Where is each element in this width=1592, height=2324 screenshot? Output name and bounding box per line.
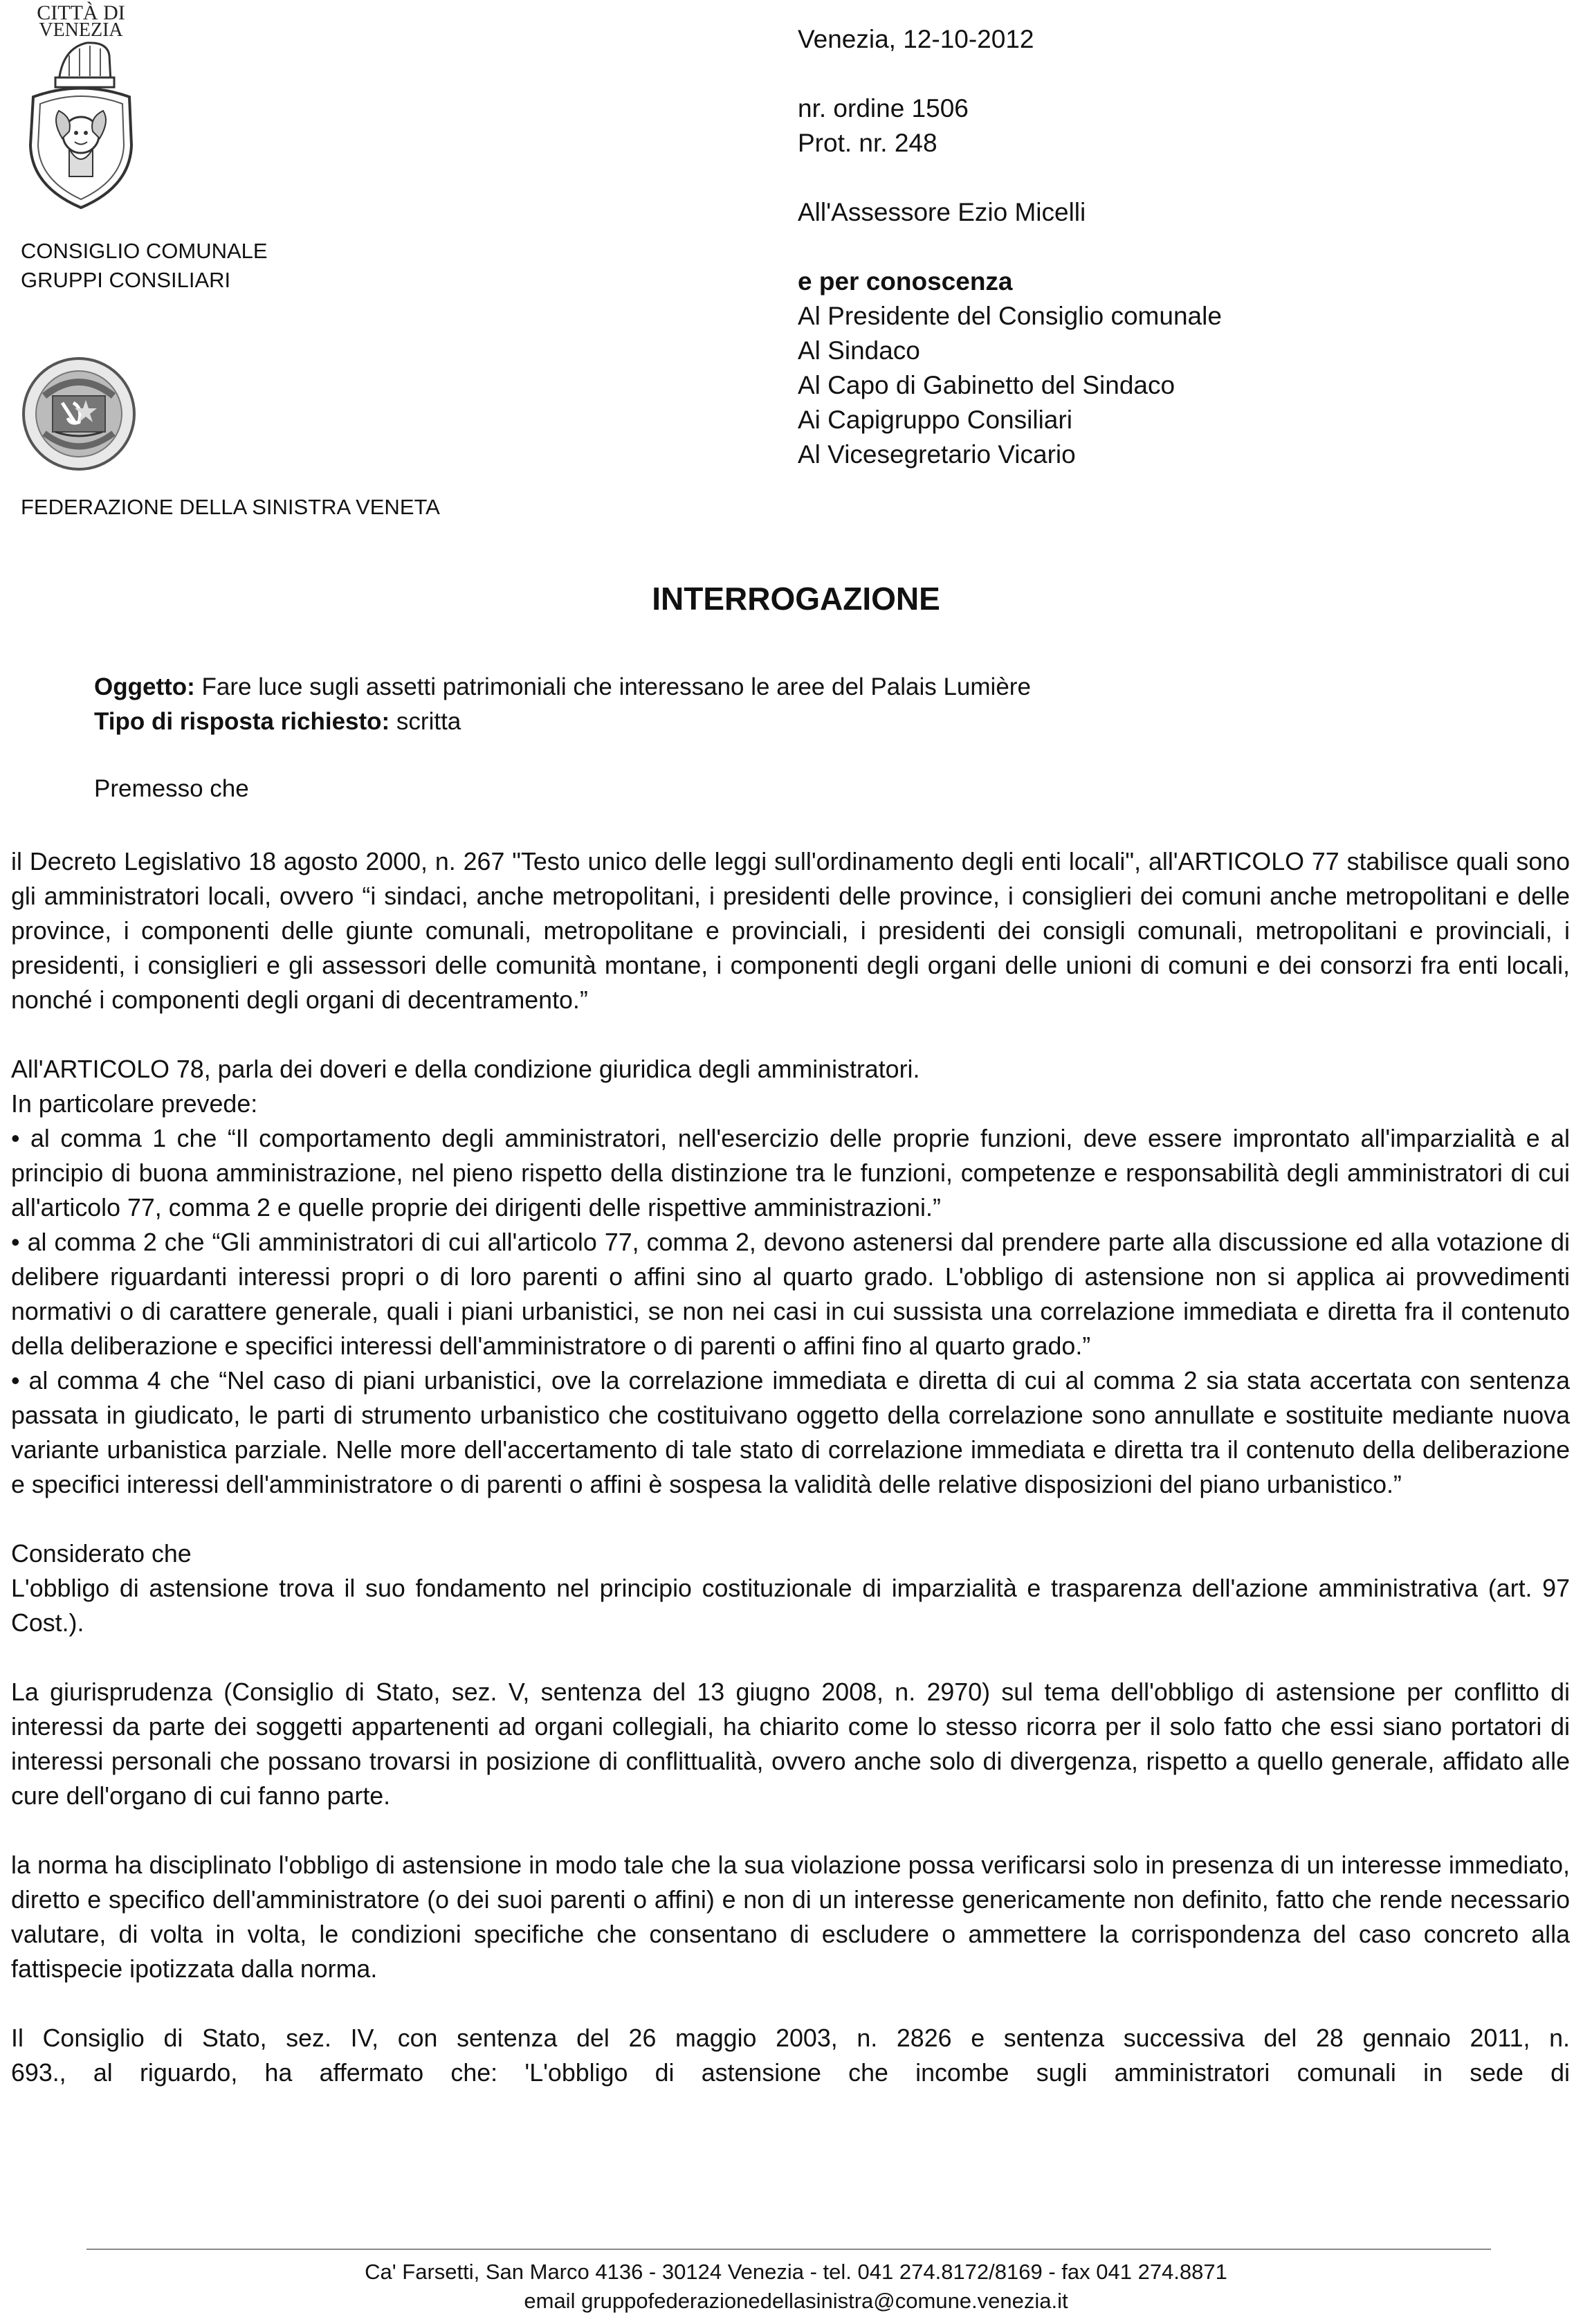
paragraph: L'obbligo di astensione trova il suo fondamento nel principio costituzionale di imparzialità e trasparenza dell'azione amministrativa (art. 97 Cost.). [11,1574,1570,1637]
document-body [11,844,1570,2090]
svg-text:CITTÀ DI: CITTÀ DI [37,1,125,24]
council-line: GRUPPI CONSILIARI [21,268,231,292]
paragraph: La giurisprudenza (Consiglio di Stato, sez. V, sentenza del 13 giugno 2008, n. 2970) sul tema dell'obbligo di astensione per conflitto di interessi da parte dei soggetti appartenenti ad organi collegiali, ha chiarito come lo stesso ricorra per il solo fatto che essi siano portatori di interessi personali che possano trovarsi in posizione di conflittualità, ovvero anche solo di divergenza, rispetto a quello generale, affidato alle cure dell'organo di cui fanno parte. [11,1678,1570,1810]
bullet-item: • al comma 2 che “Gli amministratori di cui all'articolo 77, comma 2, devono astenersi dal prendere parte alla discussione ed alla votazione di delibere riguardanti interessi propri o di loro parenti o affini sino al quarto grado. L'obbligo di astensione non si applica ai provvedimenti normativi o di carattere generale, quali i piani urbanistici, se non nei casi in cui sussista una correlazione immediata e diretta fra il contenuto della deliberazione e specifici interessi dell'amministratore o di parenti o affini fino al quarto grado.” [11,1228,1570,1360]
subject-block [94,670,1031,739]
paragraph-line: 693., al riguardo, ha affermato che: 'L'obbligo di astensione che incombe sugli amministratori comunali in sede di [11,2059,1570,2087]
cc-recipient: Al Vicesegretario Vicario [798,440,1076,469]
subject-line [94,670,1031,705]
cc-recipient: Ai Capigruppo Consiliari [798,406,1072,434]
cc-recipient: Al Capo di Gabinetto del Sindaco [798,371,1175,399]
svg-text:VENEZIA: VENEZIA [39,19,123,41]
city-of-venice-logo [21,0,142,211]
paragraph-line: All'ARTICOLO 78, parla dei doveri e della condizione giuridica degli amministratori. [11,1055,920,1083]
reply-type-label: Tipo di risposta richiesto: [94,708,390,735]
cc-recipient: Al Presidente del Consiglio comunale [798,302,1222,330]
paragraph: la norma ha disciplinato l'obbligo di astensione in modo tale che la sua violazione possa verificarsi solo in presenza di un interesse immediato, diretto e specifico dell'amministratore (o dei suoi parenti o affini) e non di un interesse genericamente non definito, fatto che rende necessario valutare, di volta in volta, le condizioni specifiche che consentano di escludere o ammettere la corrispondenza del caso concreto alla fattispecie ipotizzata dalla norma. [11,1851,1570,1983]
protocol-number: Prot. nr. 248 [798,129,937,157]
reply-type-line [94,705,1031,739]
footer-divider [86,2249,1491,2250]
premise-heading: Premesso che [94,775,249,802]
footer [0,2258,1592,2316]
paragraph: il Decreto Legislativo 18 agosto 2000, n. 267 "Testo unico delle leggi sull'ordinamento degli enti locali", all'ARTICOLO 77 stabilisce quali sono gli amministratori locali, ovvero “i sindaci, anche metropolitani, i presidenti delle province, i consiglieri dei comuni anche metropolitani e delle province, i componenti delle giunte comunali, metropolitane e provinciali, i presidenti dei consigli comunali, metropolitani e provinciali, i presidenti, i consiglieri e gli assessori delle comunità montane, i componenti degli organi delle unioni di comuni e dei consorzi fra enti locali, nonché i componenti degli organi di decentramento.” [11,848,1570,1014]
footer-address: Ca' Farsetti, San Marco 4136 - 30124 Venezia - tel. 041 274.8172/8169 - fax 041 274.8871 [365,2260,1227,2284]
reply-type-value: scritta [390,708,461,735]
footer-email: email gruppofederazionedellasinistra@comune.venezia.it [524,2289,1068,2313]
cc-heading: e per conoscenza [798,267,1013,296]
order-number: nr. ordine 1506 [798,94,969,122]
addressee-block [798,22,1222,472]
federation-name: FEDERAZIONE DELLA SINISTRA VENETA [21,495,440,519]
council-line: CONSIGLIO COMUNALE [21,239,268,263]
considered-heading: Considerato che [11,1540,192,1568]
subject-text: Fare luce sugli assetti patrimoniali che interessano le aree del Palais Lumière [194,673,1031,700]
paragraph-line: In particolare prevede: [11,1090,258,1118]
bullet-item: • al comma 4 che “Nel caso di piani urbanistici, ove la correlazione immediata e diretta di cui al comma 2 sia stata accertata con sentenza passata in giudicato, le parti di strumento urbanistico che costituivano oggetto della correlazione sono annullate e sostituite mediante nuova variante urbanistica parziale. Nelle more dell'accertamento di tale stato di correlazione immediata e diretta tra il contenuto della deliberazione e specifici interessi dell'amministratore o di parenti o affini è sospesa la validità delle relative disposizioni del piano urbanistico.” [11,1367,1570,1498]
main-recipient: All'Assessore Ezio Micelli [798,198,1086,226]
document-title: INTERROGAZIONE [652,581,940,617]
bullet-item: • al comma 1 che “Il comportamento degli amministratori, nell'esercizio delle proprie funzioni, deve essere improntato all'imparzialità e al principio di buona amministrazione, nel pieno rispetto della distinzione tra le funzioni, competenze e responsabilità degli amministratori di cui all'articolo 77, comma 2 e quelle proprie dei dirigenti delle rispettive amministrazioni.” [11,1125,1570,1222]
party-logo [19,354,138,473]
date-line: Venezia, 12-10-2012 [798,25,1034,53]
cc-recipient: Al Sindaco [798,336,920,365]
subject-label: Oggetto: [94,673,195,700]
paragraph-line: Il Consiglio di Stato, sez. IV, con sentenza del 26 maggio 2003, n. 2826 e sentenza successiva del 28 gennaio 2011, n. [11,2024,1570,2052]
council-heading [21,237,268,295]
